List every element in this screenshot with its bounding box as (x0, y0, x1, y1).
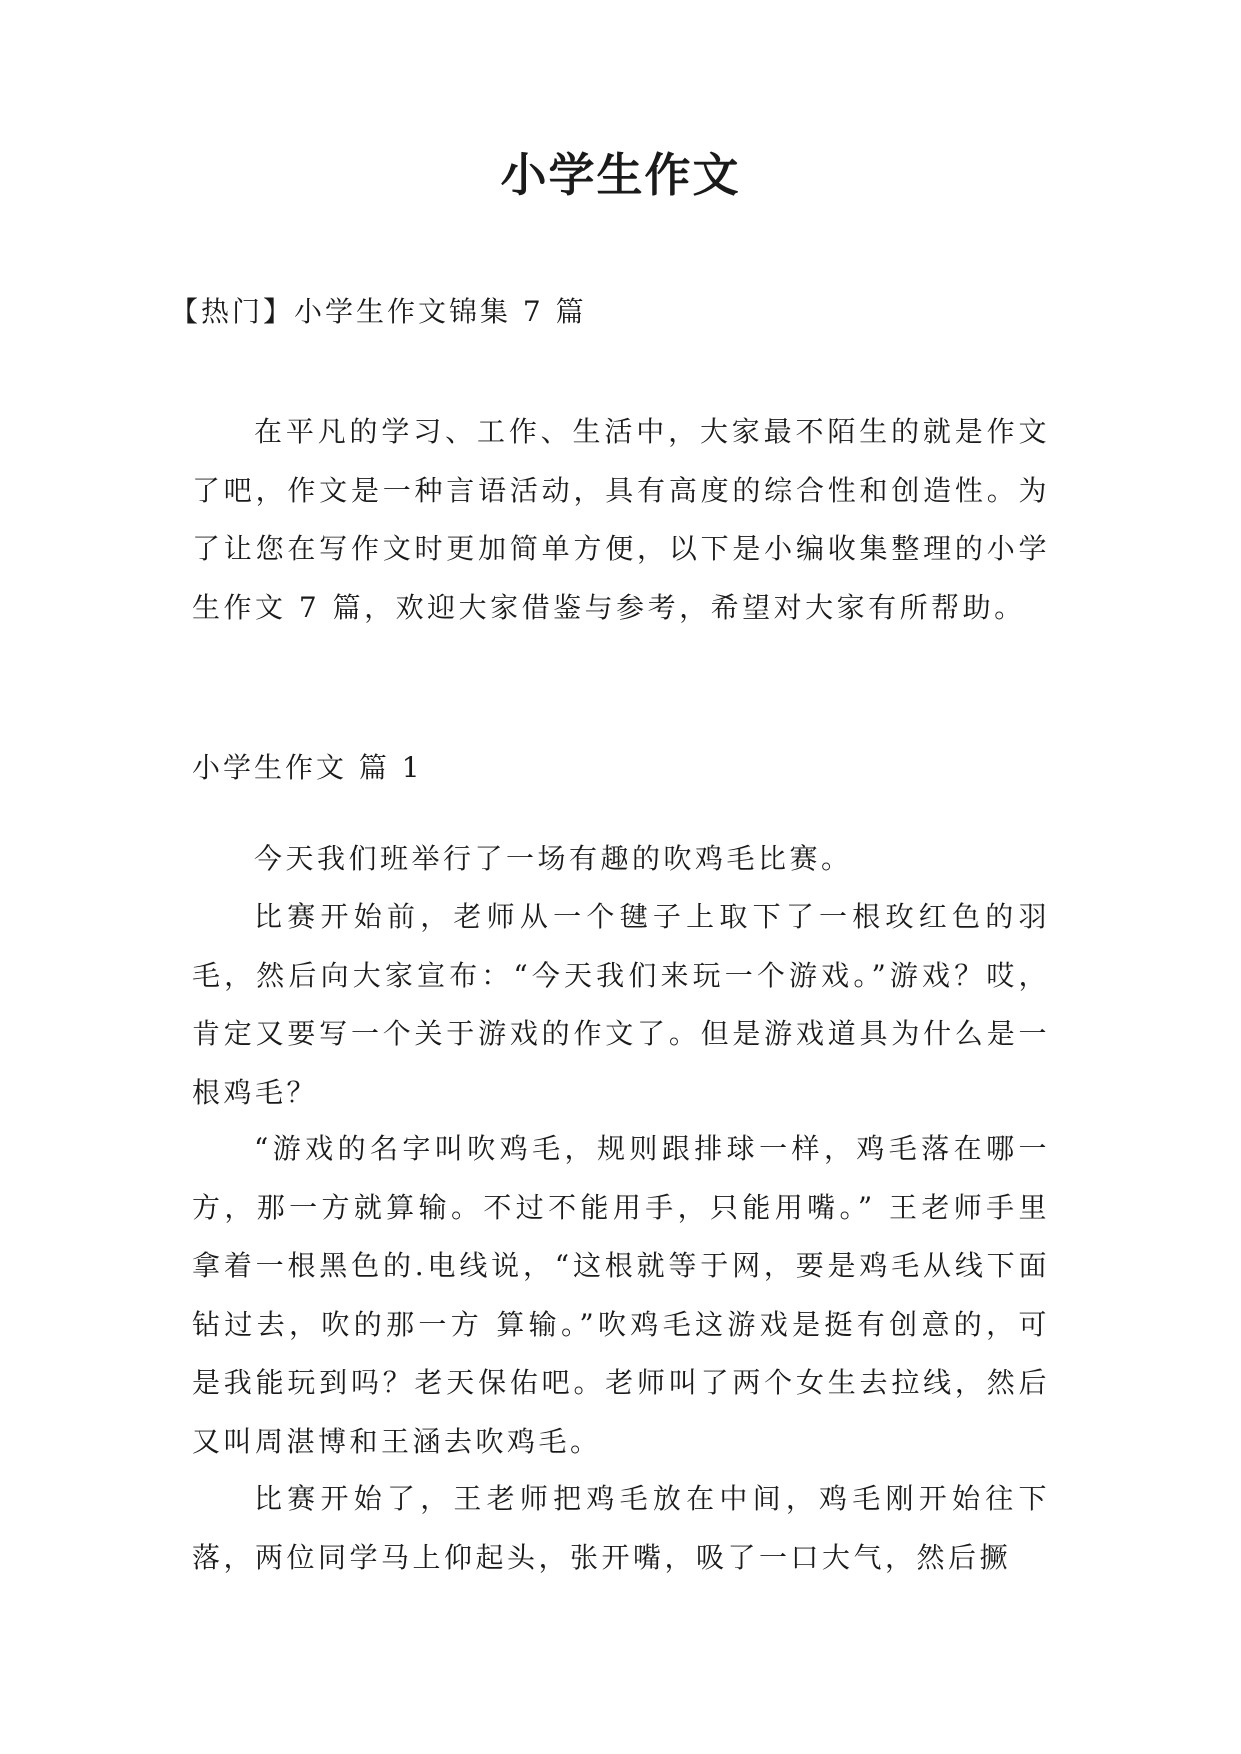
intro-paragraph: 在平凡的学习、工作、生活中，大家最不陌生的就是作文了吧，作文是一种言语活动，具有高度的综合性和创造性。为了让您在写作文时更加简单方便，以下是小编收集整理的小学生作文 7 篇，欢迎大家借鉴与参考，希望对大家有所帮助。 (192, 415, 1050, 624)
body-paragraph-1: 今天我们班举行了一场有趣的吹鸡毛比赛。 (254, 842, 853, 875)
document-subtitle: 【热门】小学生作文锦集 7 篇 (170, 295, 587, 328)
body-paragraph-2: 比赛开始前，老师从一个毽子上取下了一根玫红色的羽毛，然后向大家宣布：“今天我们来玩一个游戏。”游戏？哎，肯定又要写一个关于游戏的作文了。但是游戏道具为什么是一根鸡毛？ (192, 900, 1050, 1109)
section-heading: 小学生作文 篇 1 (192, 751, 423, 784)
body-paragraph-3: “游戏的名字叫吹鸡毛，规则跟排球一样，鸡毛落在哪一方，那一方就算输。不过不能用手，只能用嘴。” 王老师手里拿着一根黑色的.电线说，“这根就等于网，要是鸡毛从线下面钻过去，吹的那一方 算输。”吹鸡毛这游戏是挺有创意的，可是我能玩到吗？老天保佑吧。老师叫了两个女生去拉线，然后又叫周湛博和王涵去吹鸡毛。 (192, 1132, 1050, 1458)
body-paragraph-4: 比赛开始了，王老师把鸡毛放在中间，鸡毛刚开始往下落，两位同学马上仰起头，张开嘴，吸了一口大气，然后撅 (192, 1482, 1050, 1574)
document-title: 小学生作文 (500, 148, 741, 202)
